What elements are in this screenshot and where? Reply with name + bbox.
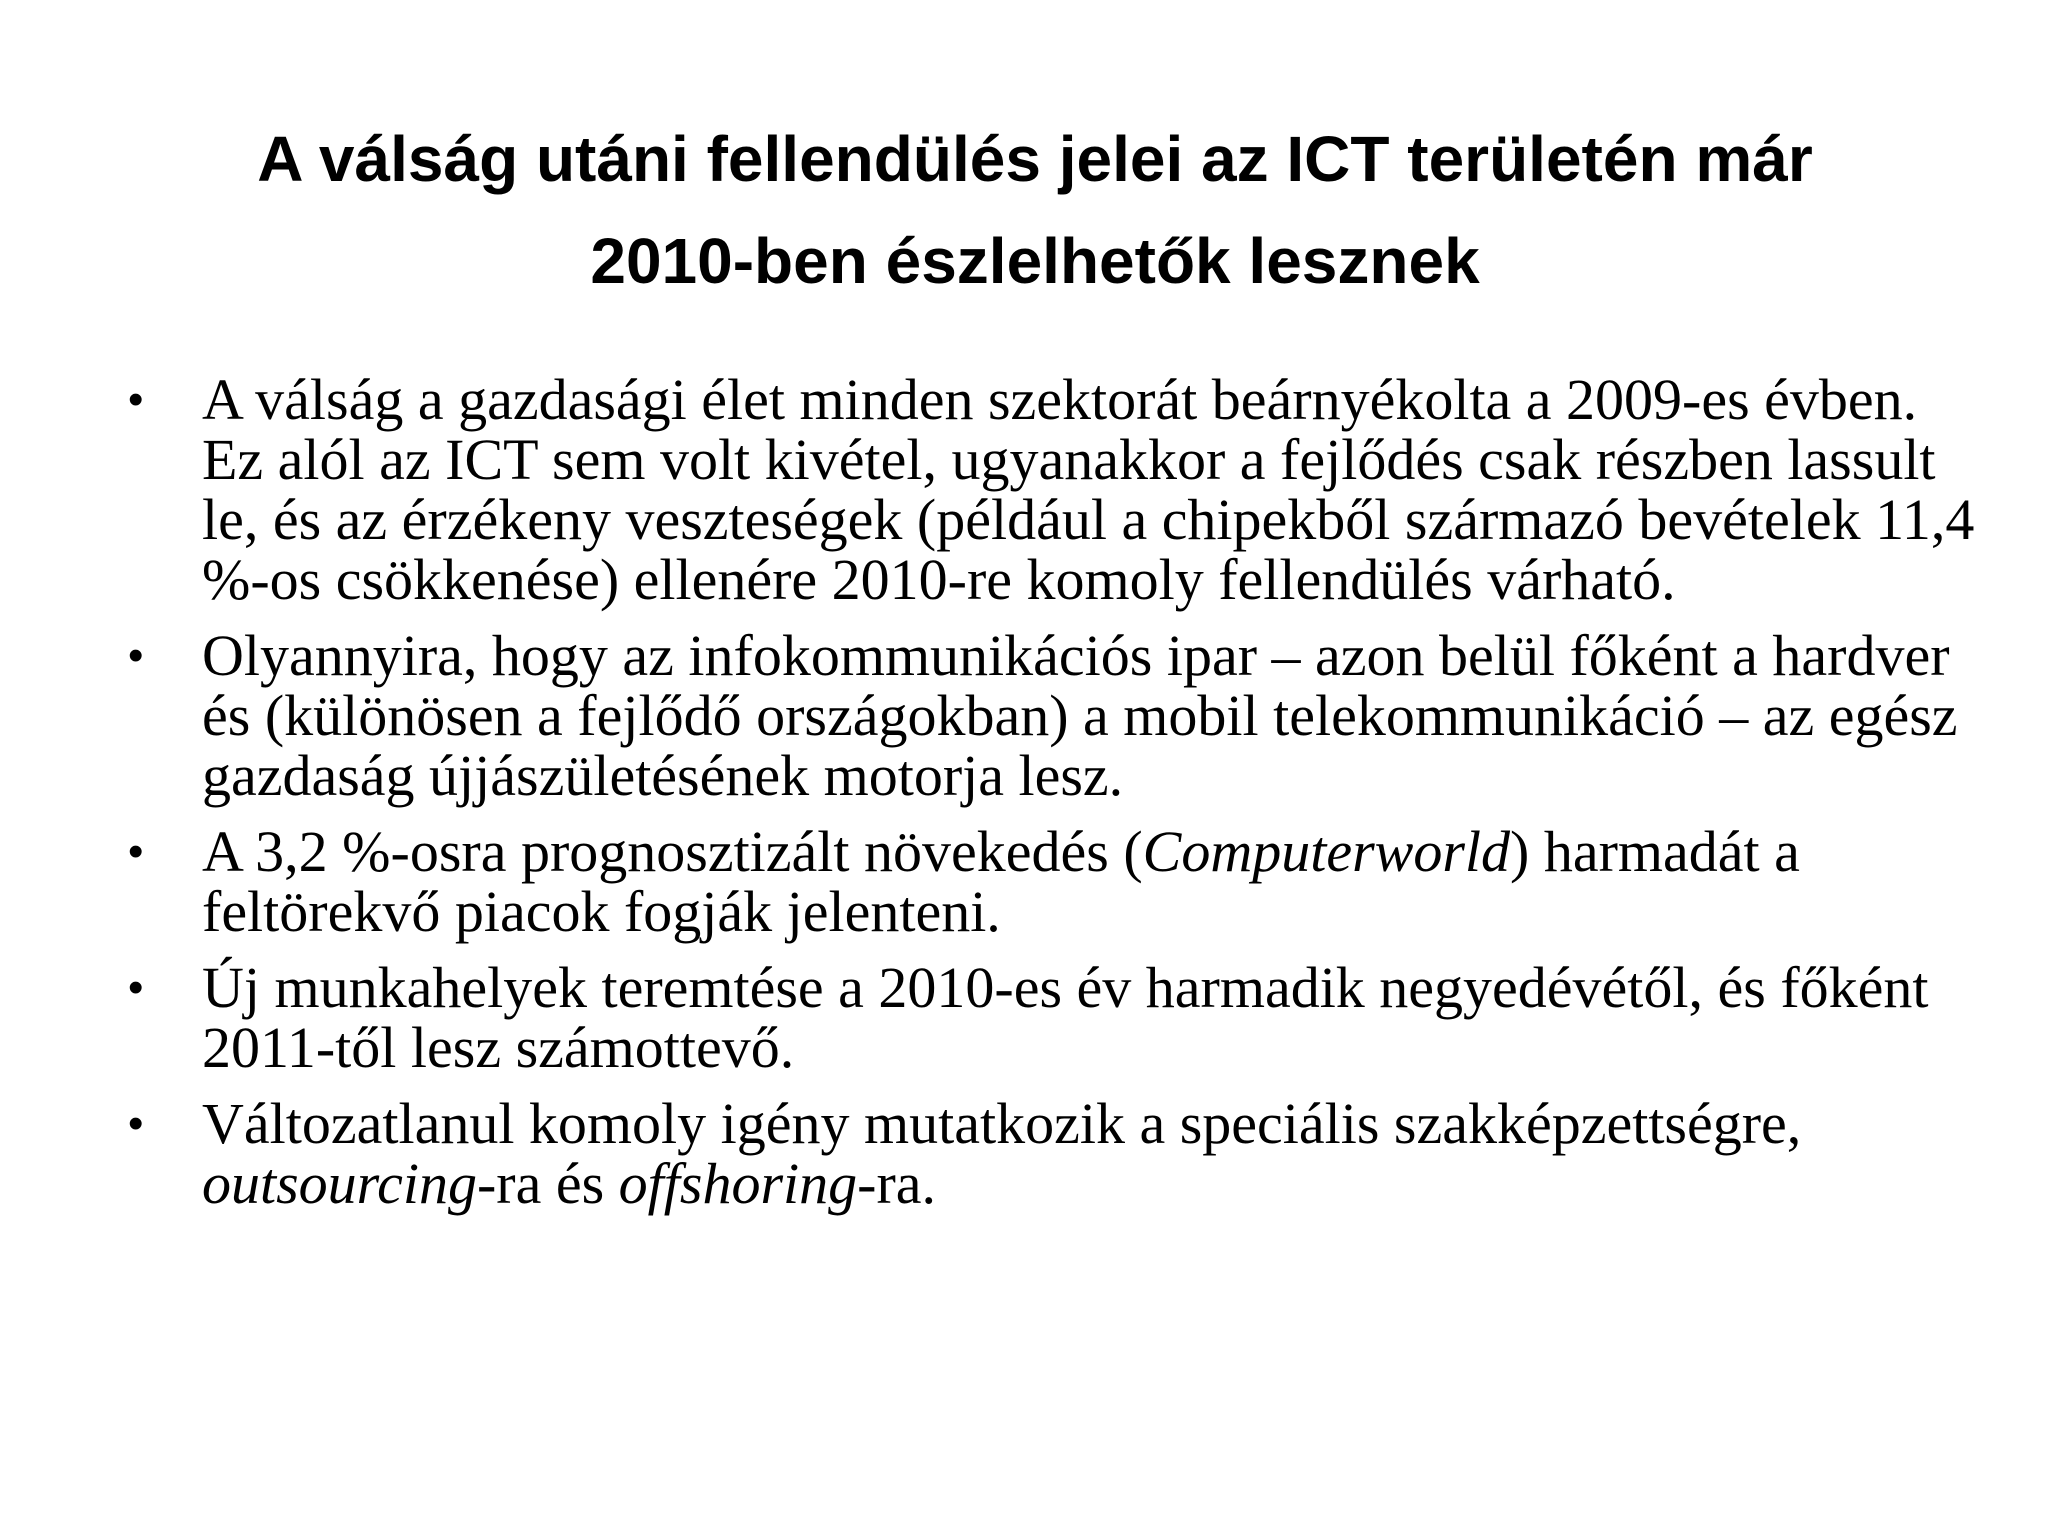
bullet-icon: • — [128, 631, 144, 680]
bullet-item-3 — [128, 819, 1988, 944]
bullet-icon: • — [128, 375, 144, 424]
bullet-icon: • — [128, 827, 144, 876]
slide-title — [150, 108, 1920, 312]
bullet-item-1 — [128, 367, 1988, 612]
bullet-text-5-term-2: offshoring — [618, 1151, 858, 1216]
slide-title-line-2: 2010-ben észlelhetők lesznek — [590, 225, 1480, 297]
bullet-list — [128, 367, 1988, 1230]
slide-title-line-1: A válság utáni fellendülés jelei az ICT területén már — [257, 123, 1813, 195]
bullet-text-5-term-1: outsourcing — [202, 1151, 477, 1216]
bullet-text-3-before: A 3,2 %-osra prognosztizált növekedés ( — [202, 819, 1143, 884]
bullet-icon: • — [128, 963, 144, 1012]
bullet-text-5-before: Változatlanul komoly igény mutatkozik a speciális szakképzettségre, — [202, 1091, 1802, 1156]
bullet-item-5 — [128, 1091, 1988, 1216]
bullet-text-3-after: ) harmadát a feltörekvő piacok fogják jelenteni. — [202, 819, 1800, 944]
bullet-text-3-source: Computerworld — [1142, 819, 1511, 884]
bullet-item-2 — [128, 623, 1988, 808]
bullet-text-5-middle: -ra és — [476, 1151, 619, 1216]
bullet-icon: • — [128, 1099, 144, 1148]
bullet-text-2: Olyannyira, hogy az infokommunikációs ipar – azon belül főként a hardver és (különösen a fejlődő országokban) a mobil telekommunikáció – az egész gazdaság újjászületésének motorja lesz. — [202, 623, 1958, 808]
bullet-text-1: A válság a gazdasági élet minden szektorát beárnyékolta a 2009-es évben. Ez alól az ICT sem volt kivétel, ugyanakkor a fejlődés csak részben lassult le, és az érzékeny veszteségek (például a chipekből származó bevételek 11,4 %-os csökkenése) ellenére 2010-re komoly fellendülés várható. — [202, 367, 1975, 612]
bullet-item-4 — [128, 955, 1988, 1080]
bullet-text-4: Új munkahelyek teremtése a 2010-es év harmadik negyedévétől, és főként 2011-től lesz számottevő. — [202, 955, 1929, 1080]
bullet-text-5-after: -ra. — [857, 1151, 937, 1216]
